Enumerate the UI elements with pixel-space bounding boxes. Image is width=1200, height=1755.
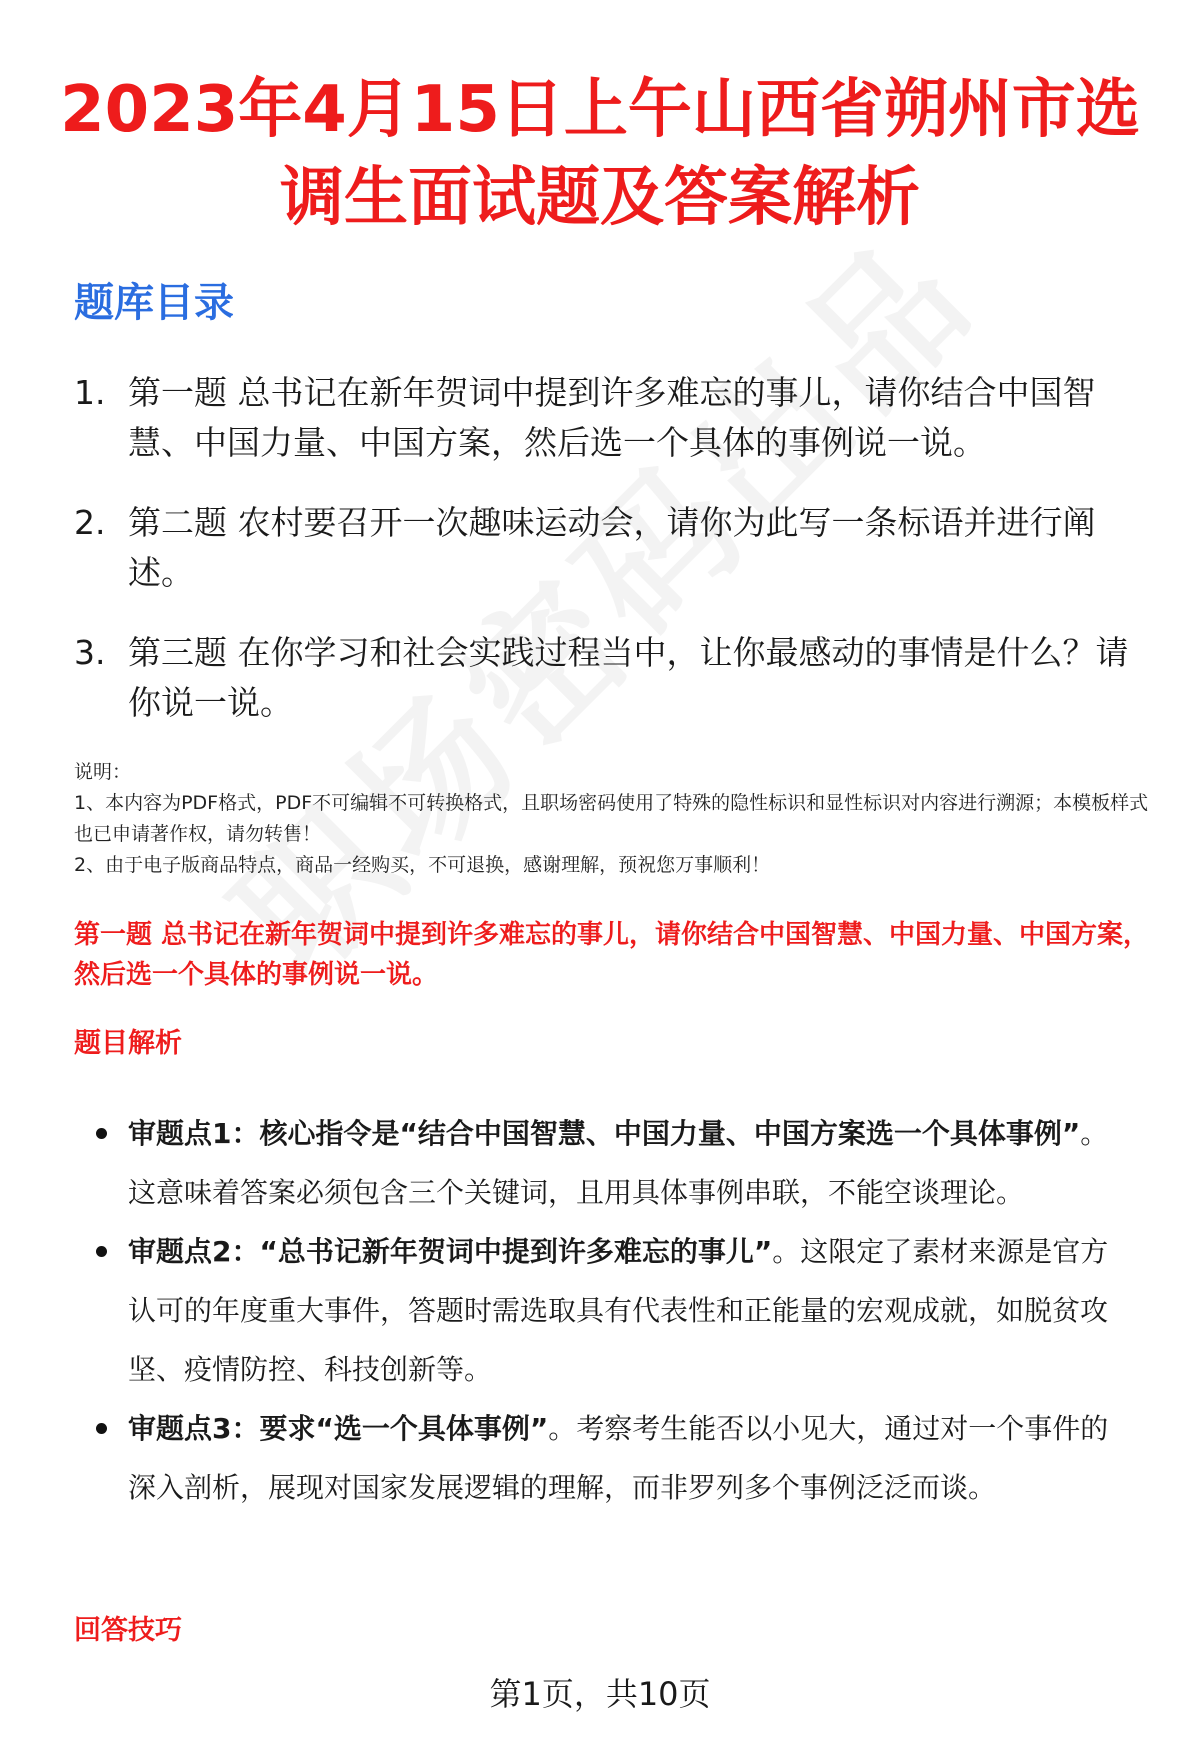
notes-block [74, 757, 1164, 881]
page-footer: 第1页，共10页 [489, 1675, 711, 1713]
analysis-point [96, 1104, 1136, 1222]
toc-heading: 题库目录 [74, 280, 234, 326]
analysis-point-text: 。这限定了素材来源是官方认可的年度重大事件，答题时需选取具有代表性和正能量的宏观成就，如脱贫攻坚、疫情防控、科技创新等。 [128, 1235, 1109, 1386]
analysis-point-key: 审题点1：核心指令是“结合中国智慧、中国力量、中国方案选一个具体事例” [128, 1117, 1081, 1150]
toc-item[interactable] [74, 498, 1154, 598]
analysis-point [96, 1399, 1136, 1517]
analysis-point-text: 。考察考生能否以小见大，通过对一个事件的深入剖析，展现对国家发展逻辑的理解，而非罗列多个事例泛泛而谈。 [128, 1412, 1109, 1504]
toc-item-number: 2. [74, 503, 106, 542]
analysis-heading: 题目解析 [74, 1028, 182, 1059]
toc-item[interactable] [74, 368, 1154, 468]
toc-item-text: 第一题 总书记在新年贺词中提到许多难忘的事儿，请你结合中国智慧、中国力量、中国方案，然后选一个具体的事例说一说。 [128, 373, 1096, 462]
analysis-list [96, 1104, 1136, 1517]
toc-item-number: 1. [74, 373, 106, 412]
toc-item-text: 第二题 农村要召开一次趣味运动会，请你为此写一条标语并进行阐述。 [128, 503, 1096, 592]
toc-list [74, 368, 1154, 728]
question-heading: 第一题 总书记在新年贺词中提到许多难忘的事儿，请你结合中国智慧、中国力量、中国方案，然后选一个具体的事例说一说。 [74, 920, 1150, 990]
analysis-point-key: 审题点3：要求“选一个具体事例” [128, 1412, 549, 1445]
analysis-point-text: 。这意味着答案必须包含三个关键词，且用具体事例串联，不能空谈理论。 [128, 1117, 1109, 1209]
analysis-point [96, 1222, 1136, 1399]
notes-line-1: 1、本内容为PDF格式，PDF不可编辑不可转换格式，且职场密码使用了特殊的隐性标识和显性标识对内容进行溯源；本模板样式也已申请著作权，请勿转售！ [74, 792, 1149, 845]
toc-item-number: 3. [74, 633, 106, 672]
toc-item-text: 第三题 在你学习和社会实践过程当中，让你最感动的事情是什么？请你说一说。 [128, 633, 1129, 722]
notes-line-2: 2、由于电子版商品特点，商品一经购买，不可退换，感谢理解，预祝您万事顺利！ [74, 854, 771, 876]
analysis-point-key: 审题点2：“总书记新年贺词中提到许多难忘的事儿” [128, 1235, 773, 1268]
toc-item[interactable] [74, 628, 1154, 728]
page-title: 2023年4月15日上午山西省朔州市选调生面试题及答案解析 [60, 73, 1140, 235]
notes-label: 说明： [74, 761, 132, 783]
tips-heading: 回答技巧 [74, 1615, 182, 1646]
